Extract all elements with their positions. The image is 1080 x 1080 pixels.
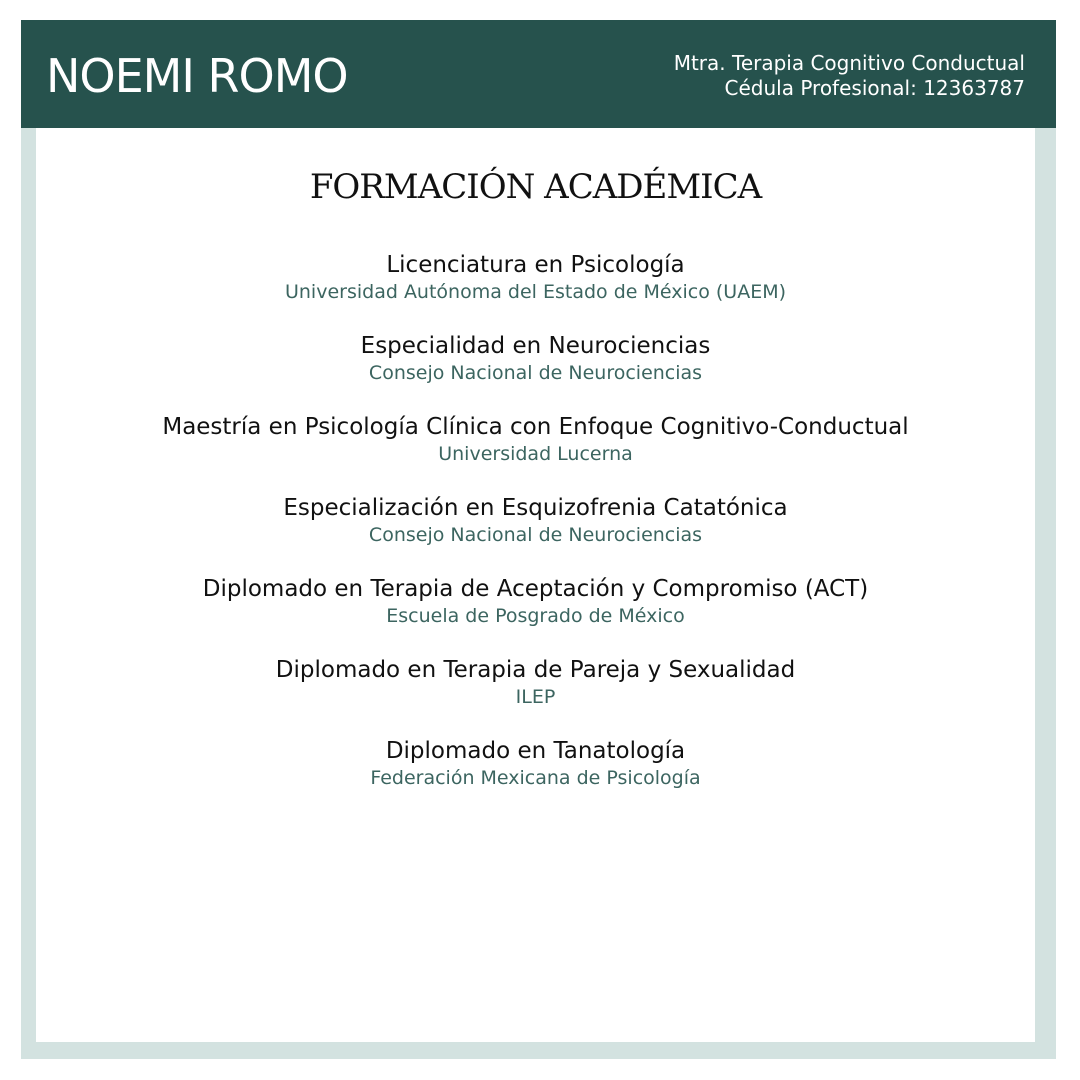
education-entry — [36, 736, 1035, 817]
degree-title: Especialización en Esquizofrenia Catatónica — [283, 495, 788, 521]
institution-name: Universidad Autónoma del Estado de México (UAEM) — [284, 281, 786, 303]
education-entry — [36, 655, 1035, 736]
institution-name: Consejo Nacional de Neurociencias — [368, 524, 703, 546]
degree-title: Diplomado en Tanatología — [385, 738, 686, 764]
institution-name: Consejo Nacional de Neurociencias — [368, 362, 703, 384]
section-title: FORMACIÓN ACADÉMICA — [309, 167, 762, 207]
degree-title: Diplomado en Terapia de Aceptación y Compromiso (ACT) — [202, 576, 869, 602]
education-entry — [36, 412, 1035, 493]
person-name: NOEMI ROMO — [46, 49, 348, 103]
institution-name: Universidad Lucerna — [438, 443, 633, 465]
degree-title: Maestría en Psicología Clínica con Enfoque Cognitivo-Conductual — [162, 414, 909, 440]
institution-name: Escuela de Posgrado de México — [386, 605, 685, 627]
degree-title: Diplomado en Terapia de Pareja y Sexualidad — [275, 657, 796, 683]
professional-license: Cédula Profesional: 12363787 — [724, 76, 1025, 100]
header-banner — [21, 20, 1056, 128]
institution-name: ILEP — [515, 686, 556, 708]
education-list — [36, 250, 1035, 817]
education-entry — [36, 574, 1035, 655]
degree-title: Especialidad en Neurociencias — [360, 333, 711, 359]
education-entry — [36, 331, 1035, 412]
education-entry — [36, 493, 1035, 574]
professional-title: Mtra. Terapia Cognitivo Conductual — [673, 51, 1025, 75]
credentials — [674, 51, 1025, 101]
degree-title: Licenciatura en Psicología — [386, 252, 685, 278]
education-entry — [36, 250, 1035, 331]
institution-name: Federación Mexicana de Psicología — [370, 767, 701, 789]
